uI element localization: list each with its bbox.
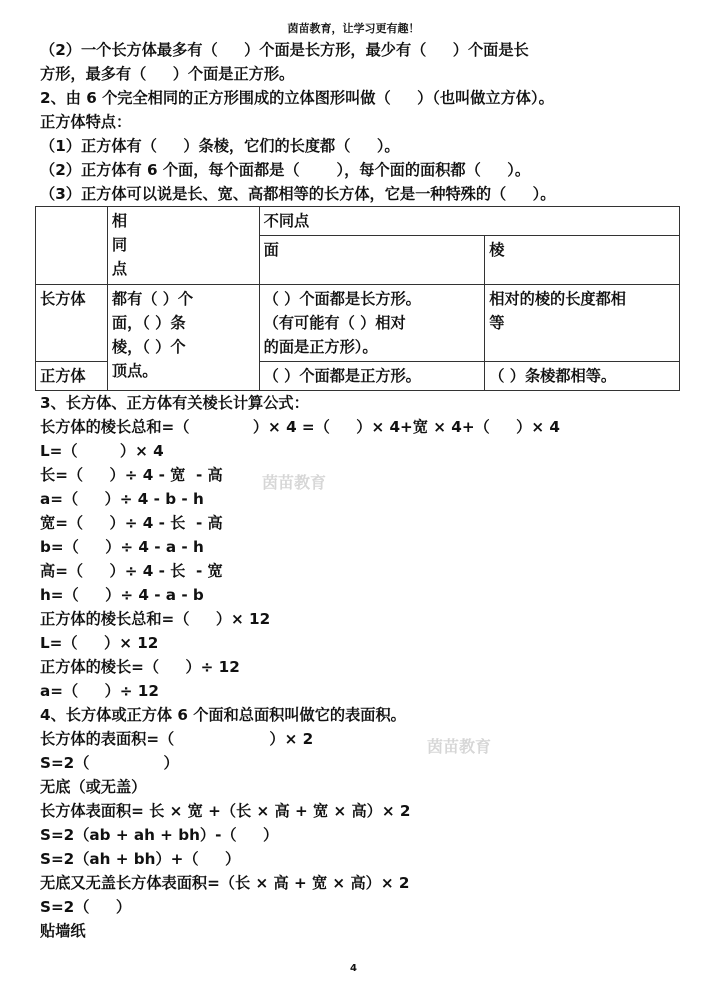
- top-text-block: [40, 38, 680, 206]
- text-line: h=（ ）÷ 4 - a - b: [40, 586, 204, 604]
- text-line: 宽=（ ）÷ 4 - 长 - 高: [40, 514, 223, 532]
- row-label-cube: 正方体: [36, 362, 108, 391]
- text-line: a=（ ）÷ 12: [40, 682, 159, 700]
- text-line: b=（ ）÷ 4 - a - h: [40, 538, 204, 556]
- worksheet-body: [40, 38, 680, 943]
- text-line: S=2（ah + bh）+（ ）: [40, 850, 241, 868]
- text-line: 4、长方体或正方体 6 个面和总面积叫做它的表面积。: [40, 706, 406, 724]
- watermark: 茵苗教育: [427, 737, 492, 756]
- table-col-edge: 棱: [485, 236, 680, 285]
- table-same-cell: 都有（ ）个 面，（ ）条 棱，（ ）个 顶点。: [107, 285, 259, 391]
- table-diff-header: 不同点: [259, 207, 679, 236]
- text-line: 正方体的棱长总和=（ ）× 12: [40, 610, 271, 628]
- text-line: 高=（ ）÷ 4 - 长 - 宽: [40, 562, 223, 580]
- text-line: 长方体的表面积=（ ）× 2: [40, 730, 314, 748]
- cube-edge-cell: （ ）条棱都相等。: [485, 362, 680, 391]
- text-line: a=（ ）÷ 4 - b - h: [40, 490, 204, 508]
- table-same-header: 相 同 点: [107, 207, 259, 285]
- table-col-face: 面: [259, 236, 485, 285]
- table-header-row: [36, 207, 680, 236]
- text-line: 长=（ ）÷ 4 - 宽 - 高: [40, 466, 223, 484]
- text-line: 贴墙纸: [40, 922, 86, 940]
- text-line: （2）一个长方体最多有（ ）个面是长方形，最少有（ ）个面是长: [40, 41, 529, 59]
- text-line: S=2（ab + ah + bh）-（ ）: [40, 826, 279, 844]
- text-line: L=（ ）× 12: [40, 634, 159, 652]
- bottom-text-block: [40, 391, 680, 943]
- text-line: 正方体特点：: [40, 113, 132, 131]
- text-line: 方形，最多有（ ）个面是正方形。: [40, 65, 295, 83]
- text-line: 长方体表面积= 长 × 宽 +（长 × 高 + 宽 × 高）× 2: [40, 802, 411, 820]
- text-line: 正方体的棱长=（ ）÷ 12: [40, 658, 240, 676]
- text-line: 2、由 6 个完全相同的正方形围成的立体图形叫做（ ）（也叫做立方体）。: [40, 89, 554, 107]
- text-line: （3）正方体可以说是长、宽、高都相等的长方体，它是一种特殊的（ ）。: [40, 185, 556, 203]
- comparison-table: [35, 206, 680, 391]
- text-line: 长方体的棱长总和=（ ）× 4 =（ ）× 4+宽 × 4+（ ）× 4: [40, 418, 560, 436]
- cuboid-face-cell: （ ）个面都是长方形。 （有可能有（ ）相对 的面是正方形）。: [259, 285, 485, 362]
- text-line: （1）正方体有（ ）条棱，它们的长度都（ ）。: [40, 137, 400, 155]
- text-line: S=2（ ）: [40, 754, 179, 772]
- text-line: S=2（ ）: [40, 898, 132, 916]
- text-line: 3、长方体、正方体有关棱长计算公式：: [40, 394, 309, 412]
- watermark: 茵苗教育: [262, 473, 327, 492]
- row-label-cuboid: 长方体: [36, 285, 108, 362]
- text-line: 无底（或无盖）: [40, 778, 147, 796]
- text-line: （2）正方体有 6 个面，每个面都是（ ），每个面的面积都（ ）。: [40, 161, 531, 179]
- page-header: 茵苗教育，让学习更有趣！: [287, 22, 420, 35]
- cube-face-cell: （ ）个面都是正方形。: [259, 362, 485, 391]
- text-line: L=（ ）× 4: [40, 442, 164, 460]
- table-row: [36, 285, 680, 362]
- text-line: 无底又无盖长方体表面积=（长 × 高 + 宽 × 高）× 2: [40, 874, 410, 892]
- cuboid-edge-cell: 相对的棱的长度都相 等: [485, 285, 680, 362]
- page-number: 4: [350, 963, 357, 974]
- table-corner-cell: [36, 207, 108, 285]
